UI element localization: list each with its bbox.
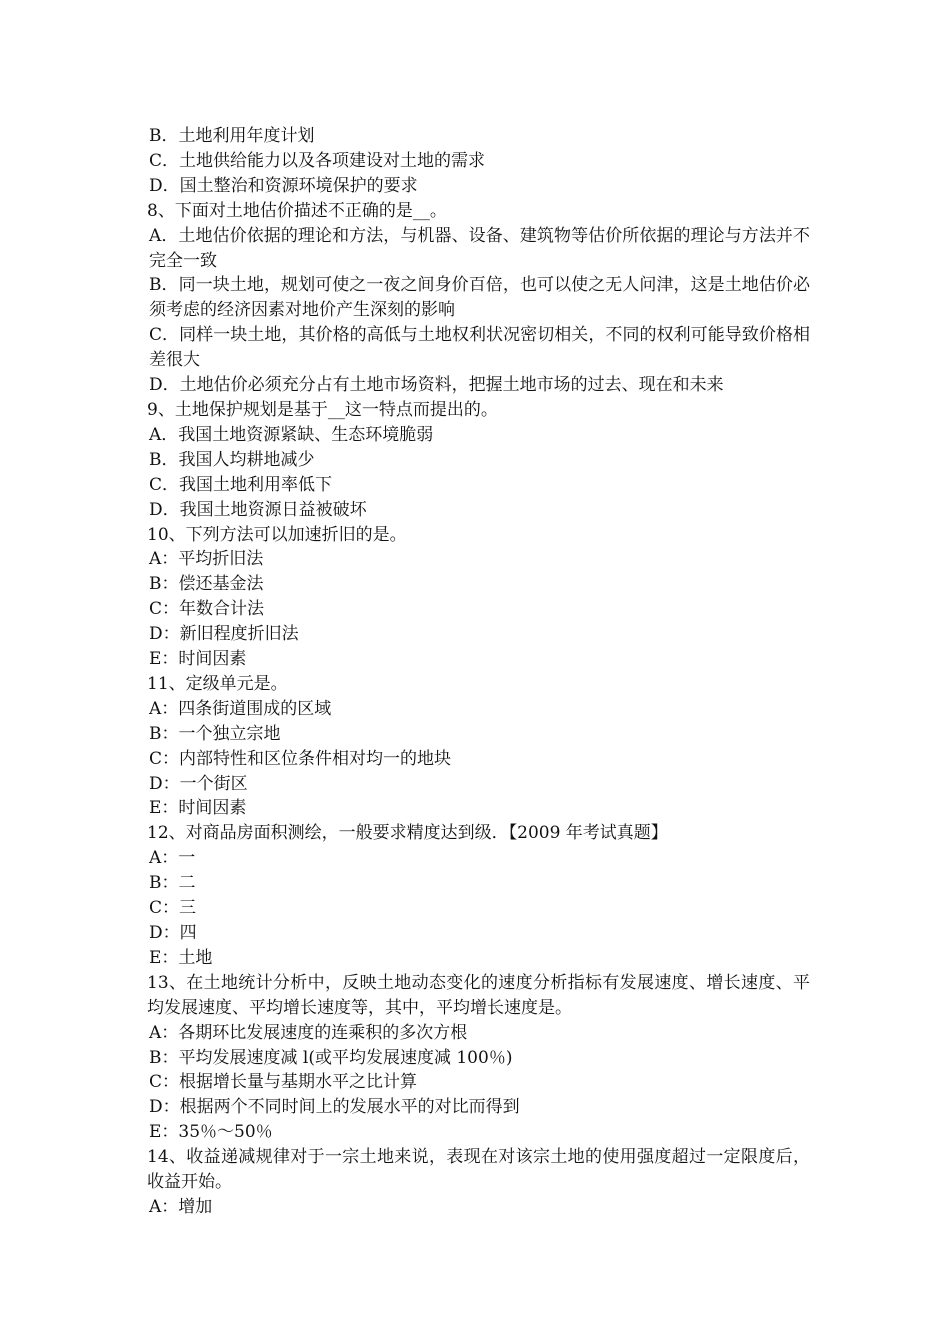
answer-option: E：35％～50％ — [149, 1122, 273, 1143]
answer-option: E：时间因素 — [149, 798, 247, 819]
answer-option: A：各期环比发展速度的连乘积的多次方根 — [149, 1022, 468, 1043]
answer-option: B．同一块土地，规划可使之一夜之间身价百倍，也可以使之无人问津，这是土地估价必须考虑的经济因素对地价产生深刻的影响 — [149, 275, 810, 321]
question-line: 9、土地保护规划是基于__这一特点而提出的。 — [147, 399, 498, 420]
question-line: 11、定级单元是。 — [147, 673, 288, 694]
answer-option: A．土地估价依据的理论和方法，与机器、设备、建筑物等估价所依据的理论与方法并不完全一致 — [149, 225, 810, 271]
answer-option: D．国土整治和资源环境保护的要求 — [149, 175, 418, 196]
answer-option: B．我国人均耕地减少 — [149, 449, 315, 470]
answer-option: B．土地利用年度计划 — [149, 126, 315, 146]
answer-option: E：时间因素 — [149, 649, 247, 670]
answer-option: D．土地估价必须充分占有土地市场资料，把握土地市场的过去、现在和未来 — [149, 375, 724, 396]
answer-option: C：三 — [149, 898, 197, 919]
question-line: 10、下列方法可以加速折旧的是。 — [147, 524, 407, 545]
question-line: 12、对商品房面积测绘，一般要求精度达到级．【2009 年考试真题】 — [147, 823, 668, 844]
answer-option: A：增加 — [149, 1196, 213, 1217]
answer-option: E：土地 — [149, 947, 213, 968]
answer-option: B：一个独立宗地 — [149, 723, 281, 744]
answer-option: B：平均发展速度减 l(或平均发展速度减 100％) — [149, 1047, 513, 1068]
answer-option: D：四 — [149, 923, 197, 943]
question-line: 14、收益递减规律对于一宗土地来说，表现在对该宗土地的使用强度超过一定限度后，收益开始。 — [147, 1147, 810, 1193]
answer-option: D．我国土地资源日益被破坏 — [149, 499, 367, 520]
answer-option: A：四条街道围成的区域 — [149, 698, 332, 719]
document-body — [147, 124, 810, 1220]
answer-option: A．我国土地资源紧缺、生态环境脆弱 — [149, 424, 434, 445]
answer-option: D：根据两个不同时间上的发展水平的对比而得到 — [149, 1097, 520, 1118]
answer-option: D：一个街区 — [149, 773, 248, 794]
answer-option: A：平均折旧法 — [149, 549, 264, 570]
answer-option: C：年数合计法 — [149, 599, 265, 620]
answer-option: C：根据增长量与基期水平之比计算 — [149, 1072, 418, 1093]
answer-option: D：新旧程度折旧法 — [149, 624, 299, 645]
answer-option: B：偿还基金法 — [149, 574, 264, 595]
answer-option: C．同样一块土地，其价格的高低与土地权利状况密切相关，不同的权利可能导致价格相差很大 — [149, 325, 810, 371]
answer-option: A：一 — [149, 848, 196, 869]
question-line: 13、在土地统计分析中，反映土地动态变化的速度分析指标有发展速度、增长速度、平均发展速度、平均增长速度等，其中，平均增长速度是。 — [147, 972, 810, 1018]
answer-option: C．我国土地利用率低下 — [149, 474, 333, 495]
answer-option: B：二 — [149, 873, 196, 894]
answer-option: C．土地供给能力以及各项建设对土地的需求 — [149, 150, 486, 171]
question-line: 8、下面对土地估价描述不正确的是__。 — [147, 200, 447, 221]
answer-option: C：内部特性和区位条件相对均一的地块 — [149, 748, 452, 769]
